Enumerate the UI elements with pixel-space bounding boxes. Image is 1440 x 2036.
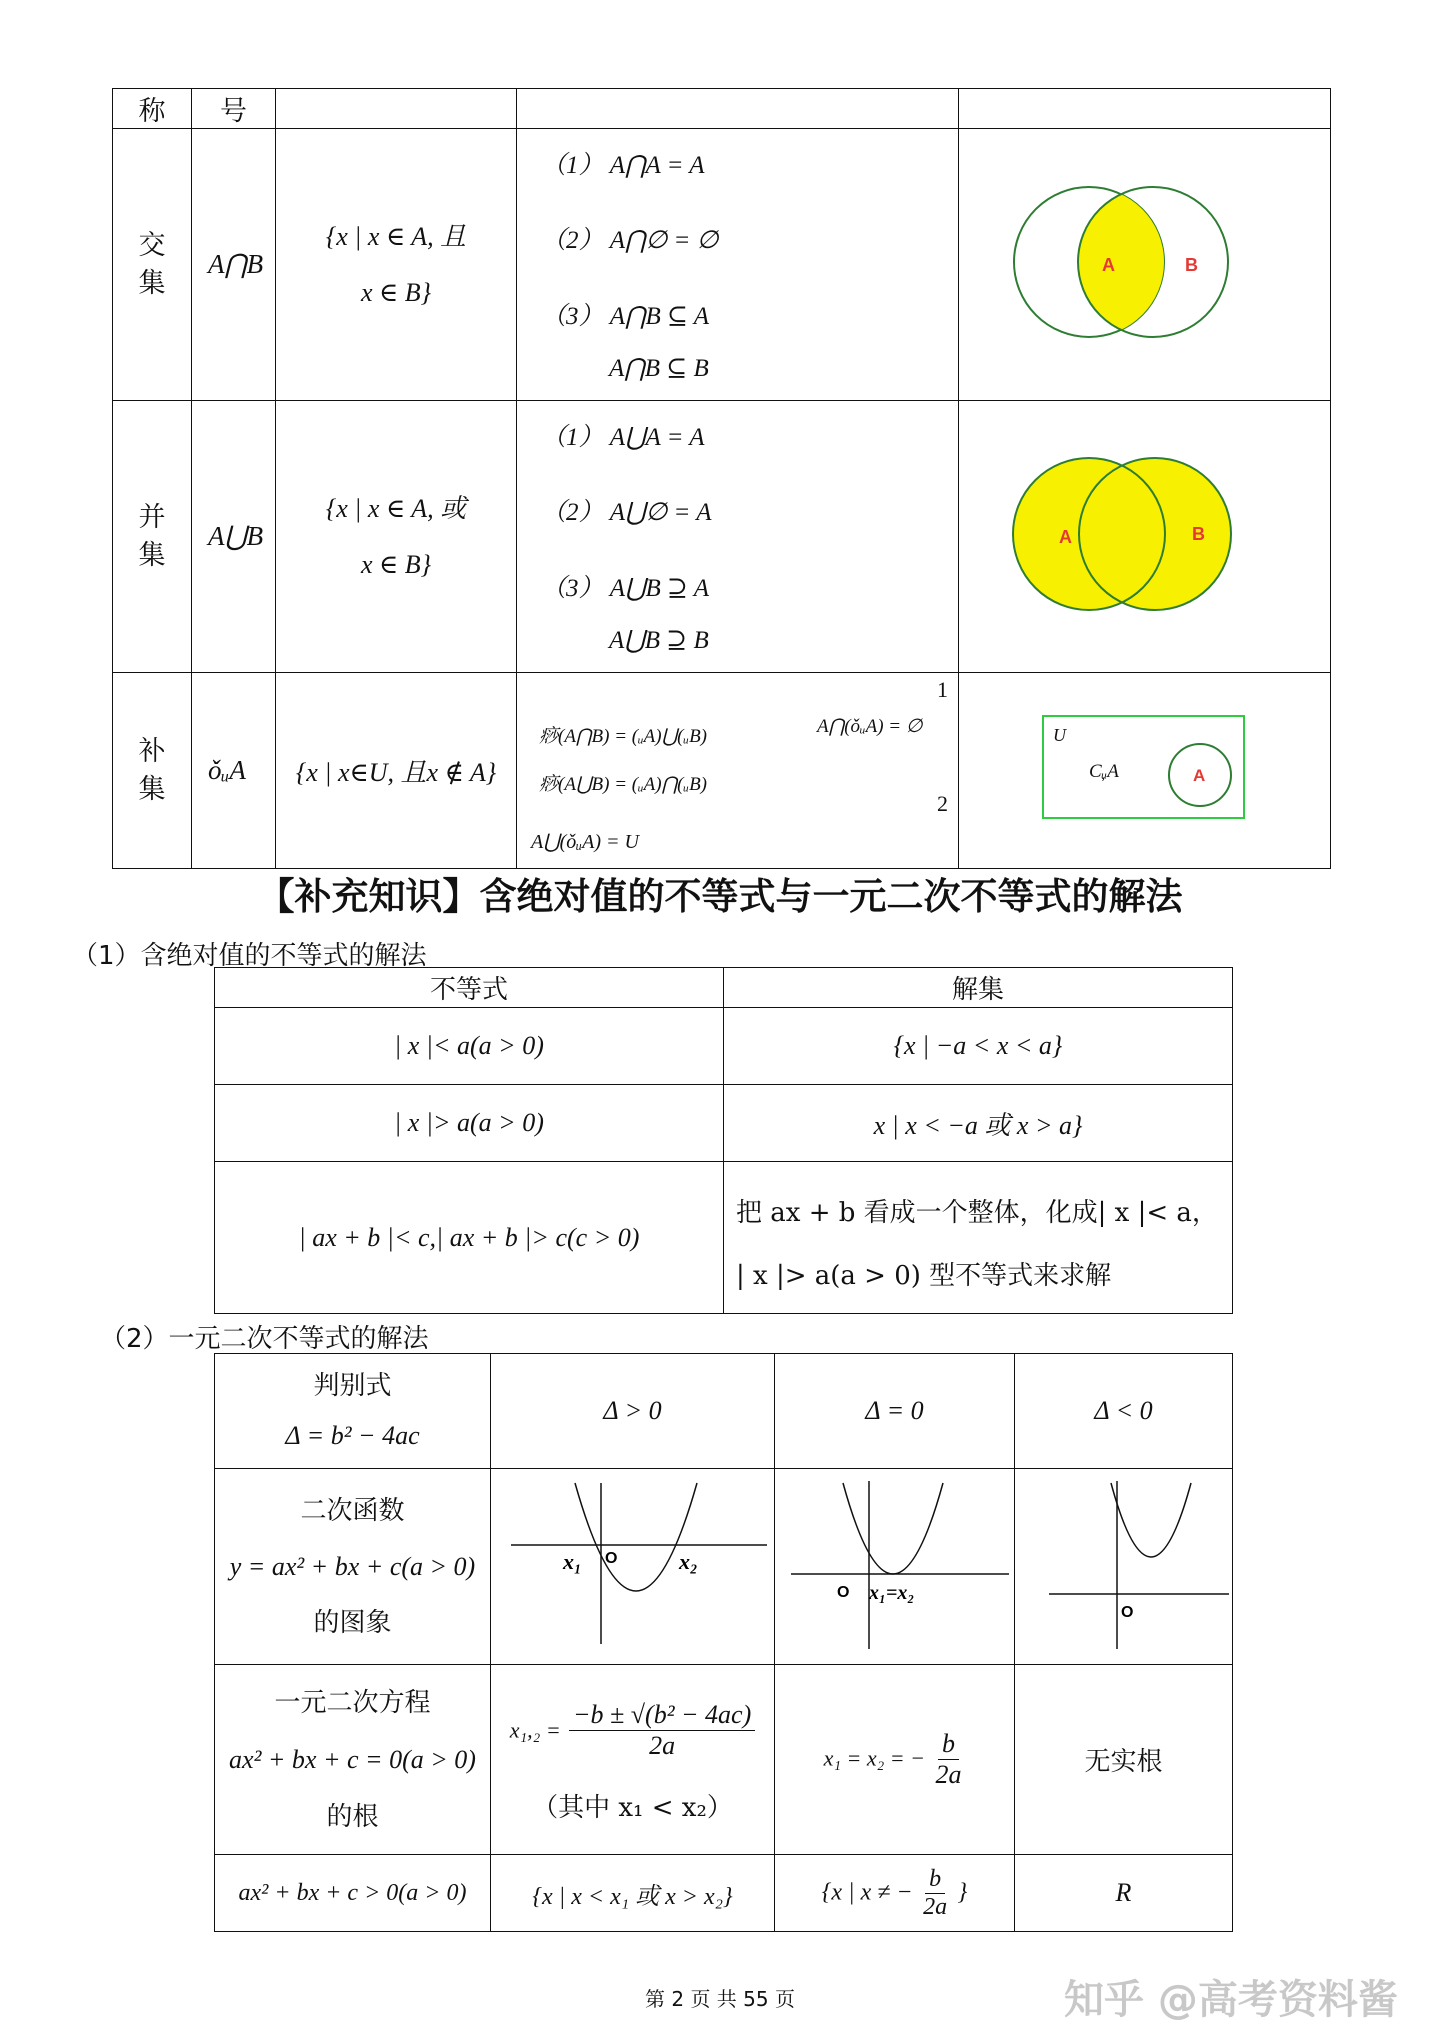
double-root-denominator: 2a — [935, 1760, 962, 1789]
solution-cell: x | x < −a 或 x > a} — [724, 1085, 1233, 1162]
header-cell-symbol: 号 — [192, 89, 276, 129]
header-cell-empty — [276, 89, 517, 129]
subheading-quadratic-inequalities: （2）一元二次不等式的解法 — [100, 1324, 429, 1354]
header-cell-name: 称 — [113, 89, 192, 129]
venn-label-b: B — [1192, 524, 1205, 544]
venn-diagram-complement — [959, 673, 1331, 864]
solution-double-root: {x | x ≠ − $\frac{b}{2a}$ } — [775, 1855, 1015, 1932]
parabola-graph-no-root — [1015, 1469, 1233, 1660]
roots-numerator: −b ± √(b² − 4ac) — [569, 1700, 755, 1731]
properties-complement: 痧(A⋂B) = (ᵤA)⋃(ᵤB) 痧(A⋃B) = (ᵤA)⋂(ᵤB) A⋃(ǒᵤA) = U A⋂(ǒᵤA) = ∅ 1 2 — [517, 673, 959, 869]
label-discriminant: 判别式 Δ = b² − 4ac — [215, 1354, 491, 1469]
header-cell-empty — [959, 89, 1331, 129]
definition-intersection: {x | x ∈ A, 且 x ∈ B} — [276, 129, 517, 401]
table-row-solution — [215, 1855, 1233, 1932]
table-row-discriminant — [215, 1354, 1233, 1469]
solution-cell: {x | −a < x < a} — [724, 1008, 1233, 1085]
delta-negative: Δ < 0 — [1015, 1354, 1233, 1469]
origin-label: O — [605, 1550, 618, 1567]
table-row-complement — [113, 673, 1331, 869]
venn-label-b: B — [1185, 255, 1198, 275]
watermark: 知乎 @高考资料酱 — [1064, 1977, 1398, 2023]
definition-complement: {x | x∈U, 且x ∉ A} — [276, 673, 517, 869]
table-row — [215, 1085, 1233, 1162]
roots-note: （其中 x₁ < x₂） — [532, 1792, 733, 1823]
roots-formula-cell — [491, 1665, 775, 1855]
graph-no-root-cell — [1015, 1469, 1233, 1665]
root-x2-label: x₂ — [679, 1549, 698, 1574]
header-solution-set: 解集 — [724, 968, 1233, 1008]
table-row-union — [113, 401, 1331, 673]
label-quadratic-inequality: ax² + bx + c > 0(a > 0) — [215, 1855, 491, 1932]
subheading-absolute-inequalities: （1）含绝对值的不等式的解法 — [72, 941, 427, 971]
label-quadratic-equation: 一元二次方程 ax² + bx + c = 0(a > 0) 的根 — [215, 1665, 491, 1855]
label-quadratic-function: 二次函数 y = ax² + bx + c(a > 0) 的图象 — [215, 1469, 491, 1665]
header-inequality: 不等式 — [215, 968, 724, 1008]
table-row — [215, 1008, 1233, 1085]
table-row-graphs — [215, 1469, 1233, 1665]
quadratic-inequality-table — [214, 1353, 1233, 1932]
delta-zero: Δ = 0 — [775, 1354, 1015, 1469]
inequality-cell: | ax + b |< c,| ax + b |> c(c > 0) — [215, 1162, 724, 1314]
venn-diagram-union — [959, 401, 1331, 668]
parabola — [843, 1483, 943, 1574]
parabola — [575, 1483, 697, 1591]
table-row — [215, 1162, 1233, 1314]
row-name-union: 并 集 — [113, 401, 192, 673]
properties-union: （1） A⋃A = A （2） A⋃∅ = A （3） A⋃B ⊇ A A⋃B ⊇ B — [517, 401, 959, 673]
properties-intersection: （1） A⋂A = A （2） A⋂∅ = ∅ （3） A⋂B ⊆ A A⋂B ⊆ B — [517, 129, 959, 401]
origin-label: O — [837, 1584, 850, 1601]
double-root-formula-cell — [775, 1665, 1015, 1855]
row-name-intersection: 交 集 — [113, 129, 192, 401]
section-heading: 【补充知识】含绝对值的不等式与一元二次不等式的解法 — [257, 875, 1183, 918]
venn-label-a: A — [1059, 527, 1072, 547]
delta-positive: Δ > 0 — [491, 1354, 775, 1469]
inequality-cell: | x |< a(a > 0) — [215, 1008, 724, 1085]
double-root-lhs: x₁ = x₂ = − — [823, 1745, 925, 1771]
venn-diagram-intersection — [959, 129, 1331, 396]
table-row-roots — [215, 1665, 1233, 1855]
inequality-cell: | x |> a(a > 0) — [215, 1085, 724, 1162]
venn-label-u: U — [1053, 725, 1066, 745]
page-footer: 第 2 页 共 55 页 — [645, 1987, 795, 2011]
roots-lhs: x₁,₂ = — [509, 1717, 561, 1742]
root-x1-label: x₁ — [563, 1549, 582, 1574]
double-root-label: x₁=x₂ — [869, 1582, 915, 1604]
venn-union-cell — [959, 401, 1331, 673]
symbol-complement: ǒᵤA — [192, 673, 276, 869]
symbol-intersection: A⋂B — [192, 129, 276, 401]
table-row-intersection — [113, 129, 1331, 401]
parabola — [1111, 1483, 1191, 1557]
parabola-graph-two-roots — [491, 1469, 775, 1660]
venn-complement-cell — [959, 673, 1331, 869]
set-operations-table — [112, 88, 1331, 869]
graph-double-root-cell — [775, 1469, 1015, 1665]
definition-union: {x | x ∈ A, 或 x ∈ B} — [276, 401, 517, 673]
double-root-numerator: b — [938, 1729, 959, 1760]
graph-two-roots-cell — [491, 1469, 775, 1665]
absolute-inequality-table — [214, 967, 1233, 1314]
solution-two-roots: {x | x < x₁ 或 x > x₂} — [491, 1855, 775, 1932]
no-real-root-cell: 无实根 — [1015, 1665, 1233, 1855]
venn-intersection-cell — [959, 129, 1331, 401]
parabola-graph-double-root — [775, 1469, 1015, 1660]
venn-label-a: A — [1102, 255, 1115, 275]
origin-label: O — [1121, 1604, 1134, 1621]
row-name-complement: 补 集 — [113, 673, 192, 869]
solution-no-root: R — [1015, 1855, 1233, 1932]
symbol-union: A⋃B — [192, 401, 276, 673]
header-cell-empty — [517, 89, 959, 129]
solution-cell: 把 ax + b 看成一个整体，化成| x |< a， | x |> a(a > 0) 型不等式来求解 — [724, 1162, 1233, 1314]
venn-label-complement: C̦ᵤA — [1089, 761, 1119, 782]
venn-label-a: A — [1193, 766, 1206, 785]
roots-denominator: 2a — [649, 1730, 676, 1760]
